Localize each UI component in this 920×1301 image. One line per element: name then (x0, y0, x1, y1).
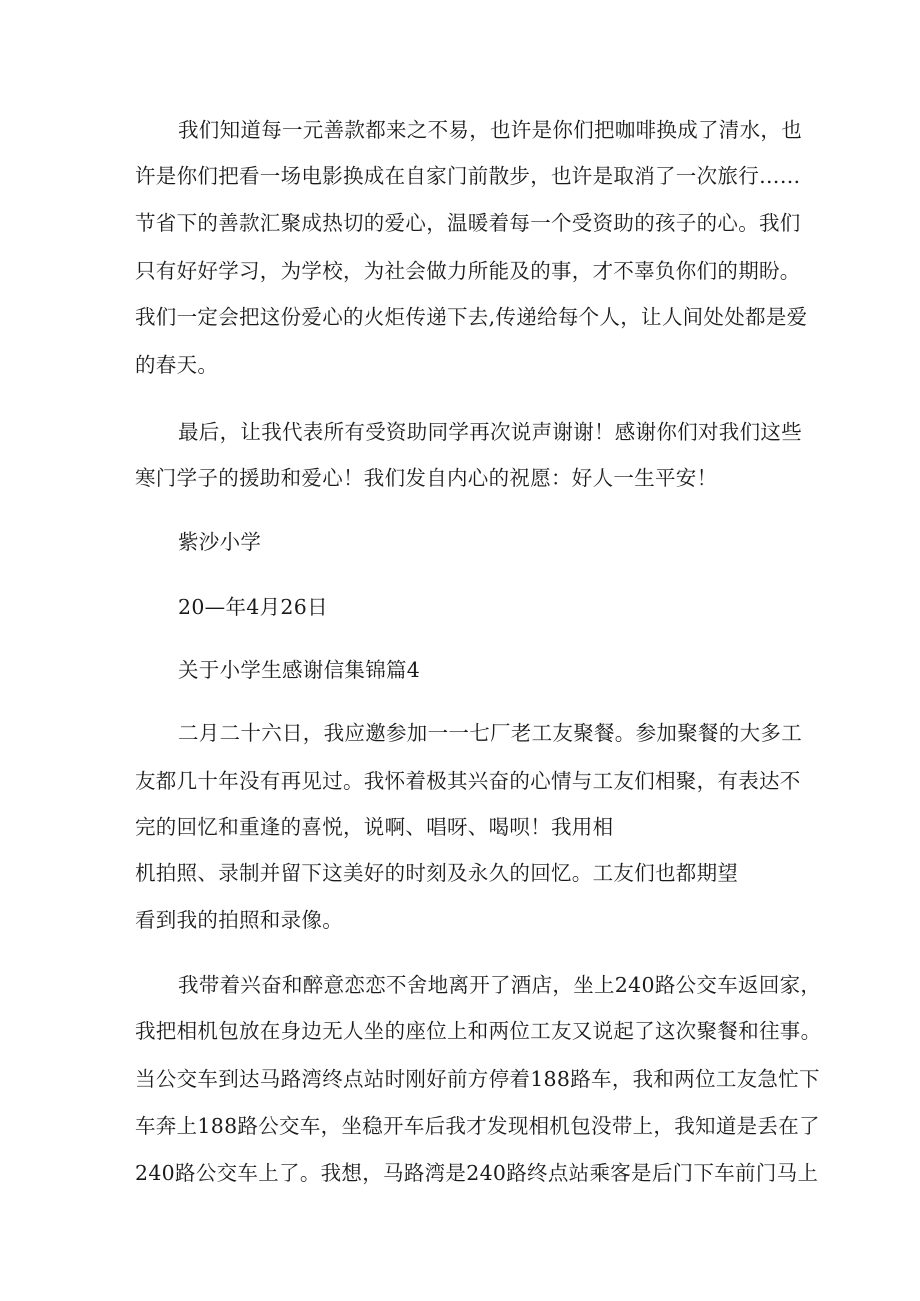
paragraph-line: 我们知道每一元善款都来之不易，也许是你们把咖啡换成了清水，也 (178, 118, 802, 142)
paragraph-line: 车奔上188路公交车，坐稳开车后我才发现相机包没带上，我知道是丢在了 (135, 1114, 820, 1138)
paragraph-line: 240路公交车上了。我想，马路湾是240路终点站乘客是后门下车前门马上 (135, 1161, 819, 1185)
paragraph-line: 只有好好学习，为学校，为社会做力所能及的事，才不辜负你们的期盼。 (135, 259, 801, 283)
paragraph-line: 许是你们把看一场电影换成在自家门前散步，也许是取消了一次旅行…… (135, 164, 801, 188)
paragraph-line: 寒门学子的援助和爱心！我们发自内心的祝愿：好人一生平安！ (135, 466, 718, 490)
paragraph-line: 我带着兴奋和醉意恋恋不舍地离开了酒店，坐上240路公交车返回家， (178, 973, 822, 997)
paragraph-line: 当公交车到达马路湾终点站时刚好前方停着188路车，我和两位工友急忙下 (135, 1067, 820, 1091)
paragraph-line: 二月二十六日，我应邀参加一一七厂老工友聚餐。参加聚餐的大多工 (178, 721, 802, 745)
paragraph-line: 看到我的拍照和录像。 (135, 908, 343, 932)
paragraph-line: 我们一定会把这份爱心的火炬传递下去,传递给每个人，让人间处处都是爱 (135, 305, 808, 329)
paragraph-line: 节省下的善款汇聚成热切的爱心，温暖着每一个受资助的孩子的心。我们 (135, 211, 801, 235)
paragraph-line: 完的回忆和重逢的喜悦，说啊、唱呀、喝呗！我用相 (135, 815, 614, 839)
paragraph-line: 我把相机包放在身边无人坐的座位上和两位工友又说起了这次聚餐和往事。 (135, 1019, 822, 1043)
signature: 紫沙小学 (178, 530, 262, 554)
letter-date: 20—年4月26日 (178, 595, 328, 619)
paragraph-line: 机拍照、录制并留下这美好的时刻及永久的回忆。工友们也都期望 (135, 861, 739, 885)
paragraph-line: 的春天。 (135, 353, 219, 377)
section-title: 关于小学生感谢信集锦篇4 (178, 658, 421, 682)
paragraph-line: 友都几十年没有再见过。我怀着极其兴奋的心情与工友们相聚，有表达不 (135, 769, 801, 793)
paragraph-line: 最后，让我代表所有受资助同学再次说声谢谢！感谢你们对我们这些 (178, 420, 802, 444)
